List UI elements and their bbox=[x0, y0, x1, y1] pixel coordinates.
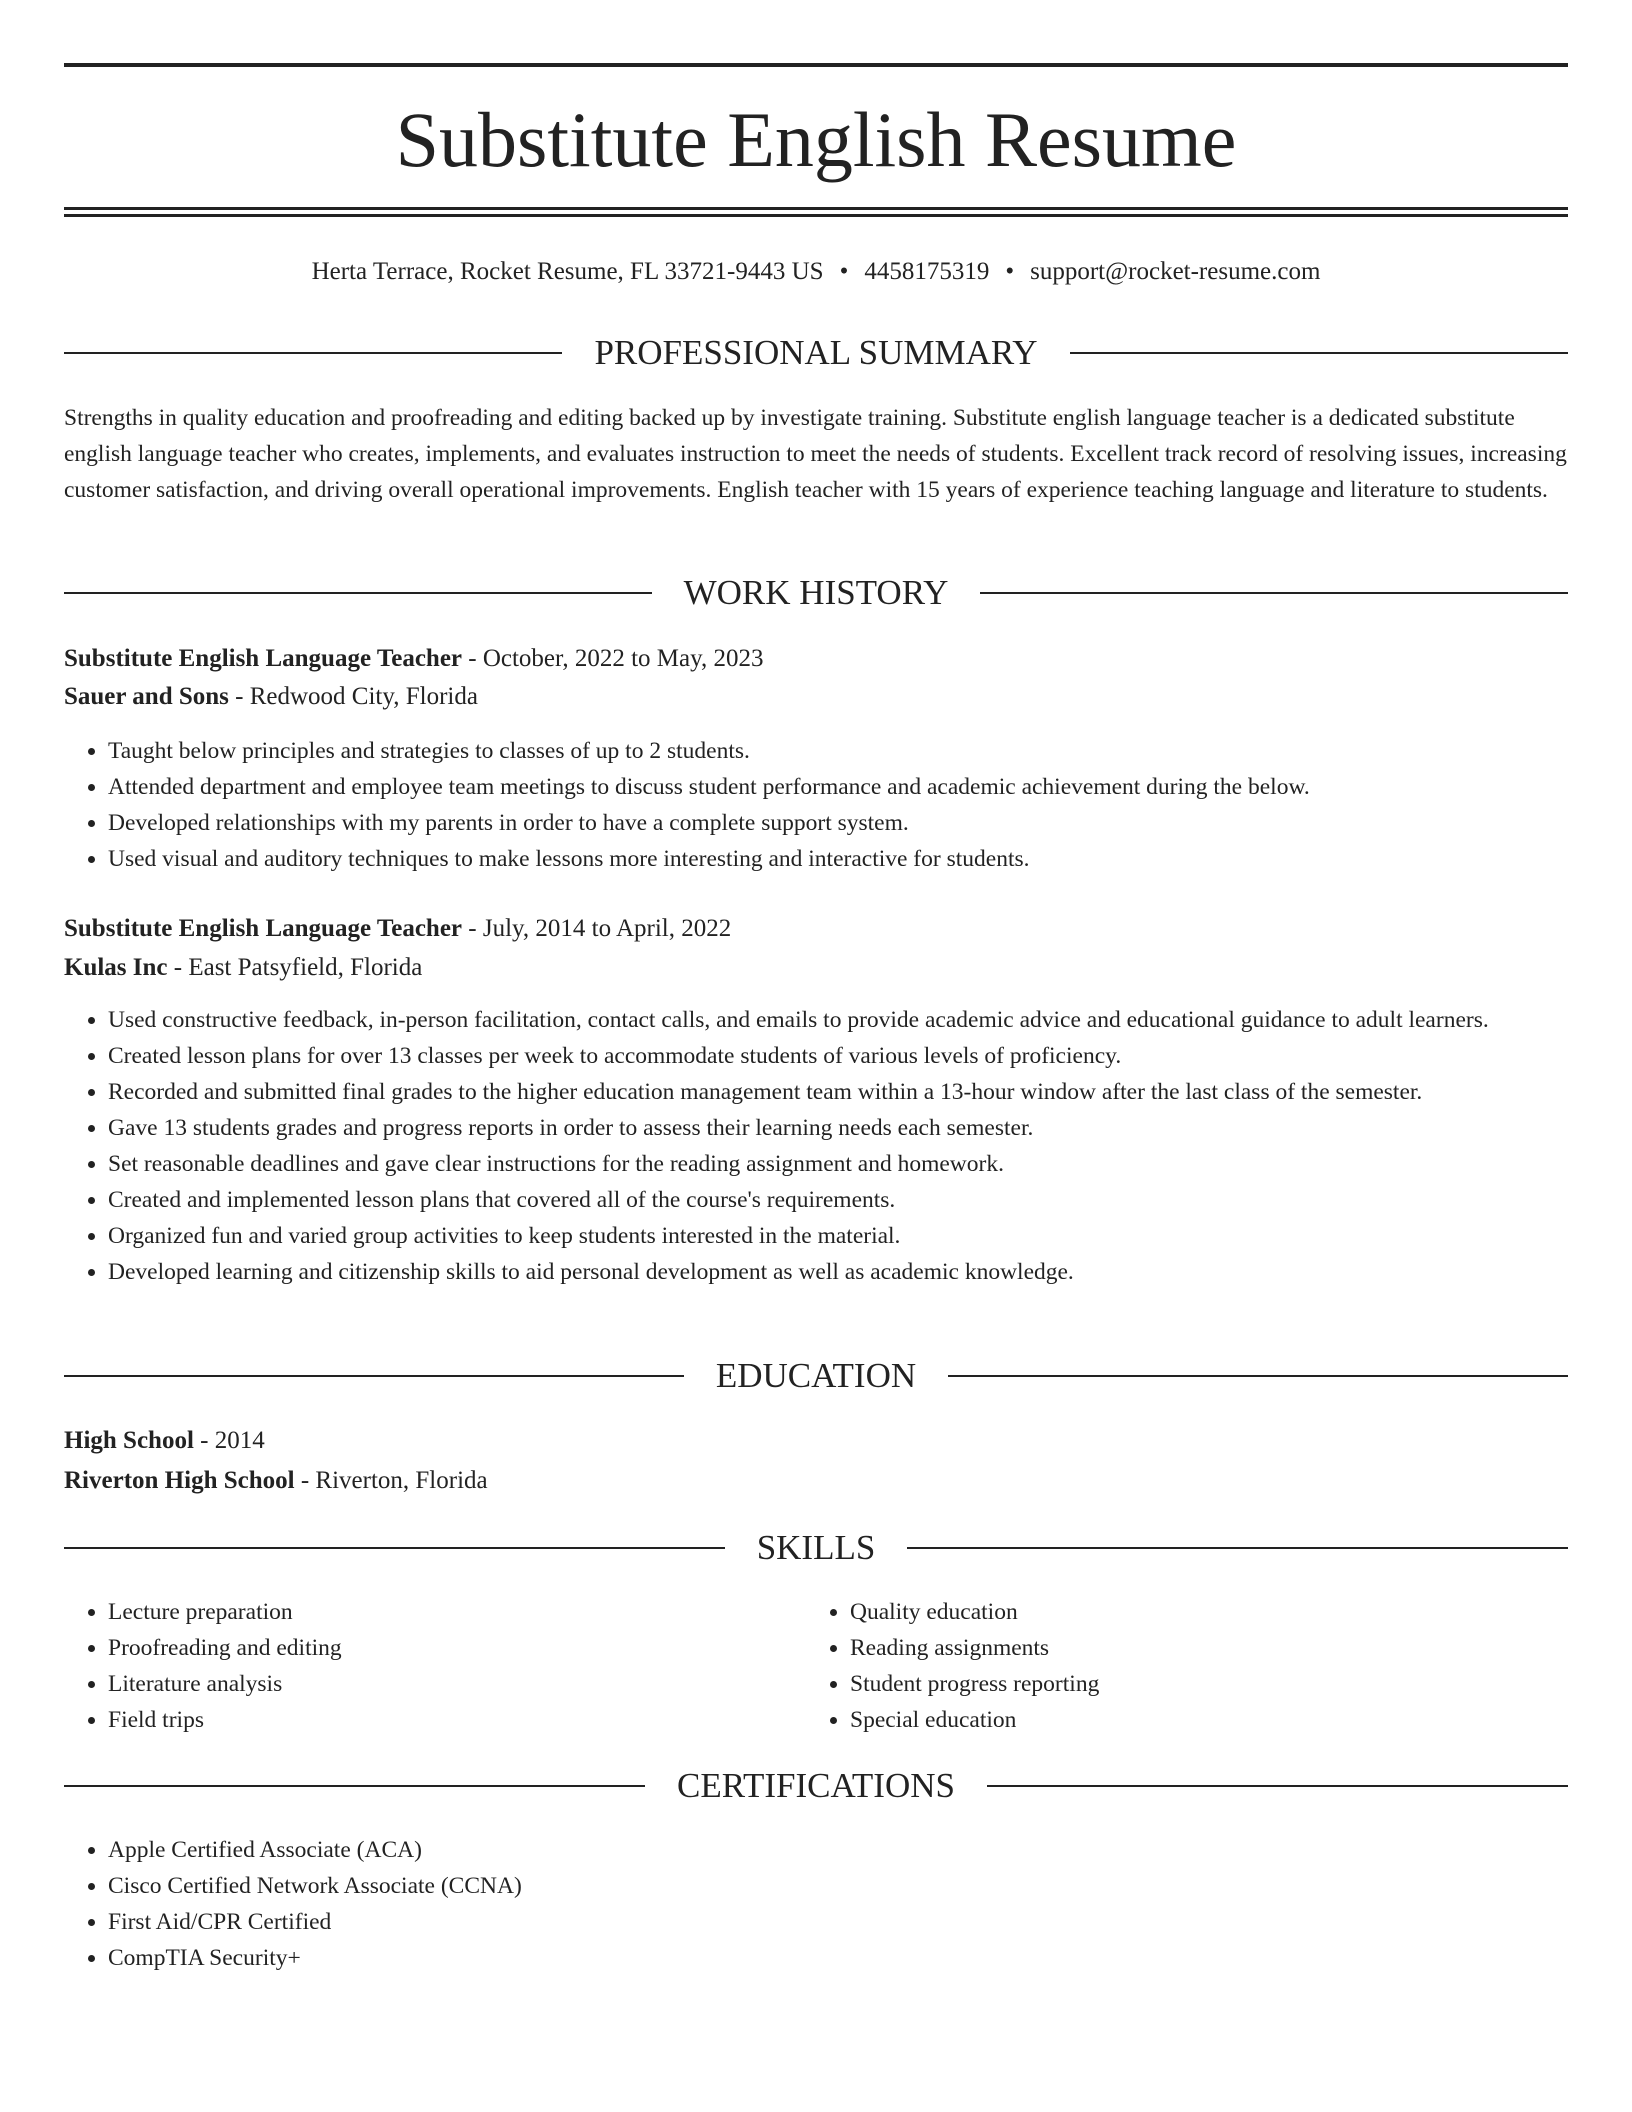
contact-line bbox=[64, 252, 1568, 292]
job-location: - East Patsyfield, Florida bbox=[167, 954, 423, 981]
heading-rule bbox=[980, 592, 1568, 594]
heading-rule bbox=[64, 1785, 645, 1787]
summary-heading: PROFESSIONAL SUMMARY bbox=[594, 333, 1038, 372]
skill-item: • Literature analysis bbox=[108, 1666, 804, 1702]
heading-rule bbox=[64, 1375, 684, 1377]
contact-address: Herta Terrace, Rocket Resume, FL 33721-9443 US bbox=[311, 258, 824, 285]
job-company: Sauer and Sons bbox=[64, 683, 229, 710]
list-item: • Created lesson plans for over 13 classes per week to accommodate students of various levels of proficiency. bbox=[108, 1038, 1568, 1074]
list-item: • Used visual and auditory techniques to make lessons more interesting and interactive for students. bbox=[108, 841, 1568, 877]
skills-list-left bbox=[64, 1594, 804, 1738]
list-item: • Used constructive feedback, in-person facilitation, contact calls, and emails to provide academic advice and educational guidance to adult learners. bbox=[108, 1002, 1568, 1038]
skills-list-right bbox=[806, 1594, 1546, 1738]
certifications-heading-row bbox=[64, 1761, 1568, 1811]
certifications-heading: CERTIFICATIONS bbox=[677, 1766, 955, 1805]
heading-rule bbox=[64, 592, 652, 594]
job-title-line bbox=[64, 639, 764, 679]
skill-item: • Student progress reporting bbox=[850, 1666, 1546, 1702]
contact-email: support@rocket-resume.com bbox=[1030, 258, 1321, 285]
job-dates: - October, 2022 to May, 2023 bbox=[462, 645, 764, 672]
education-degree: High School bbox=[64, 1427, 194, 1454]
certification-item: • CompTIA Security+ bbox=[108, 1940, 1568, 1976]
job-location: - Redwood City, Florida bbox=[228, 683, 478, 710]
heading-rule bbox=[948, 1375, 1568, 1377]
summary-heading-row bbox=[64, 328, 1568, 378]
resume-title: Substitute English Resume bbox=[395, 96, 1237, 183]
job-company-line bbox=[64, 948, 422, 988]
certifications-list bbox=[64, 1832, 1568, 1976]
heading-rule bbox=[987, 1785, 1568, 1787]
heading-rule bbox=[64, 1547, 725, 1549]
list-item: • Developed learning and citizenship skills to aid personal development as well as academic knowledge. bbox=[108, 1254, 1568, 1290]
job-company-line bbox=[64, 677, 478, 717]
certification-item: • Cisco Certified Network Associate (CCNA) bbox=[108, 1868, 1568, 1904]
job-title: Substitute English Language Teacher bbox=[64, 915, 463, 942]
education-school: Riverton High School bbox=[64, 1467, 295, 1494]
education-school-line bbox=[64, 1461, 488, 1501]
contact-phone: 4458175319 bbox=[864, 258, 990, 285]
skill-item: • Quality education bbox=[850, 1594, 1546, 1630]
list-item: • Set reasonable deadlines and gave clear instructions for the reading assignment and homework. bbox=[108, 1146, 1568, 1182]
skills-heading: SKILLS bbox=[756, 1528, 876, 1567]
title-rule-lower bbox=[64, 214, 1568, 217]
contact-separator: • bbox=[839, 258, 849, 285]
job-bullets bbox=[64, 1002, 1568, 1290]
list-item: • Gave 13 students grades and progress reports in order to assess their learning needs each semester. bbox=[108, 1110, 1568, 1146]
heading-rule bbox=[64, 352, 562, 354]
skill-item: • Proofreading and editing bbox=[108, 1630, 804, 1666]
certification-item: • Apple Certified Associate (ACA) bbox=[108, 1832, 1568, 1868]
title-rule-upper bbox=[64, 207, 1568, 210]
list-item: • Developed relationships with my parents in order to have a complete support system. bbox=[108, 805, 1568, 841]
list-item: • Taught below principles and strategies to classes of up to 2 students. bbox=[108, 733, 1568, 769]
skill-item: • Reading assignments bbox=[850, 1630, 1546, 1666]
job-title: Substitute English Language Teacher bbox=[64, 645, 463, 672]
job-title-line bbox=[64, 909, 731, 949]
education-year: - 2014 bbox=[193, 1427, 265, 1454]
education-location: - Riverton, Florida bbox=[294, 1467, 488, 1494]
job-bullets bbox=[64, 733, 1568, 877]
work-heading-row bbox=[64, 568, 1568, 618]
summary-text: Strengths in quality education and proofreading and editing backed up by investigate training. Substitute english language teacher is a dedicated substitute english language teacher who creates, implements, and evaluates instruction to meet the needs of students. Excellent track record of resolving issues, increasing customer satisfaction, and driving overall operational improvements. English teacher with 15 years of experience teaching language and literature to students. bbox=[64, 405, 1567, 503]
skill-item: • Lecture preparation bbox=[108, 1594, 804, 1630]
job-dates: - July, 2014 to April, 2022 bbox=[462, 915, 732, 942]
skills-heading-row bbox=[64, 1523, 1568, 1573]
work-heading: WORK HISTORY bbox=[683, 573, 949, 612]
education-heading: EDUCATION bbox=[715, 1356, 917, 1395]
list-item: • Created and implemented lesson plans that covered all of the course's requirements. bbox=[108, 1182, 1568, 1218]
certification-item: • First Aid/CPR Certified bbox=[108, 1904, 1568, 1940]
top-rule bbox=[64, 63, 1568, 67]
skill-item: • Field trips bbox=[108, 1702, 804, 1738]
list-item: • Organized fun and varied group activities to keep students interested in the material. bbox=[108, 1218, 1568, 1254]
heading-rule bbox=[907, 1547, 1568, 1549]
list-item: • Attended department and employee team meetings to discuss student performance and academic achievement during the below. bbox=[108, 769, 1568, 805]
list-item: • Recorded and submitted final grades to the higher education management team within a 13-hour window after the last class of the semester. bbox=[108, 1074, 1568, 1110]
skill-item: • Special education bbox=[850, 1702, 1546, 1738]
heading-rule bbox=[1070, 352, 1568, 354]
education-degree-line bbox=[64, 1421, 265, 1461]
education-heading-row bbox=[64, 1351, 1568, 1401]
job-company: Kulas Inc bbox=[64, 954, 168, 981]
contact-separator: • bbox=[1005, 258, 1015, 285]
